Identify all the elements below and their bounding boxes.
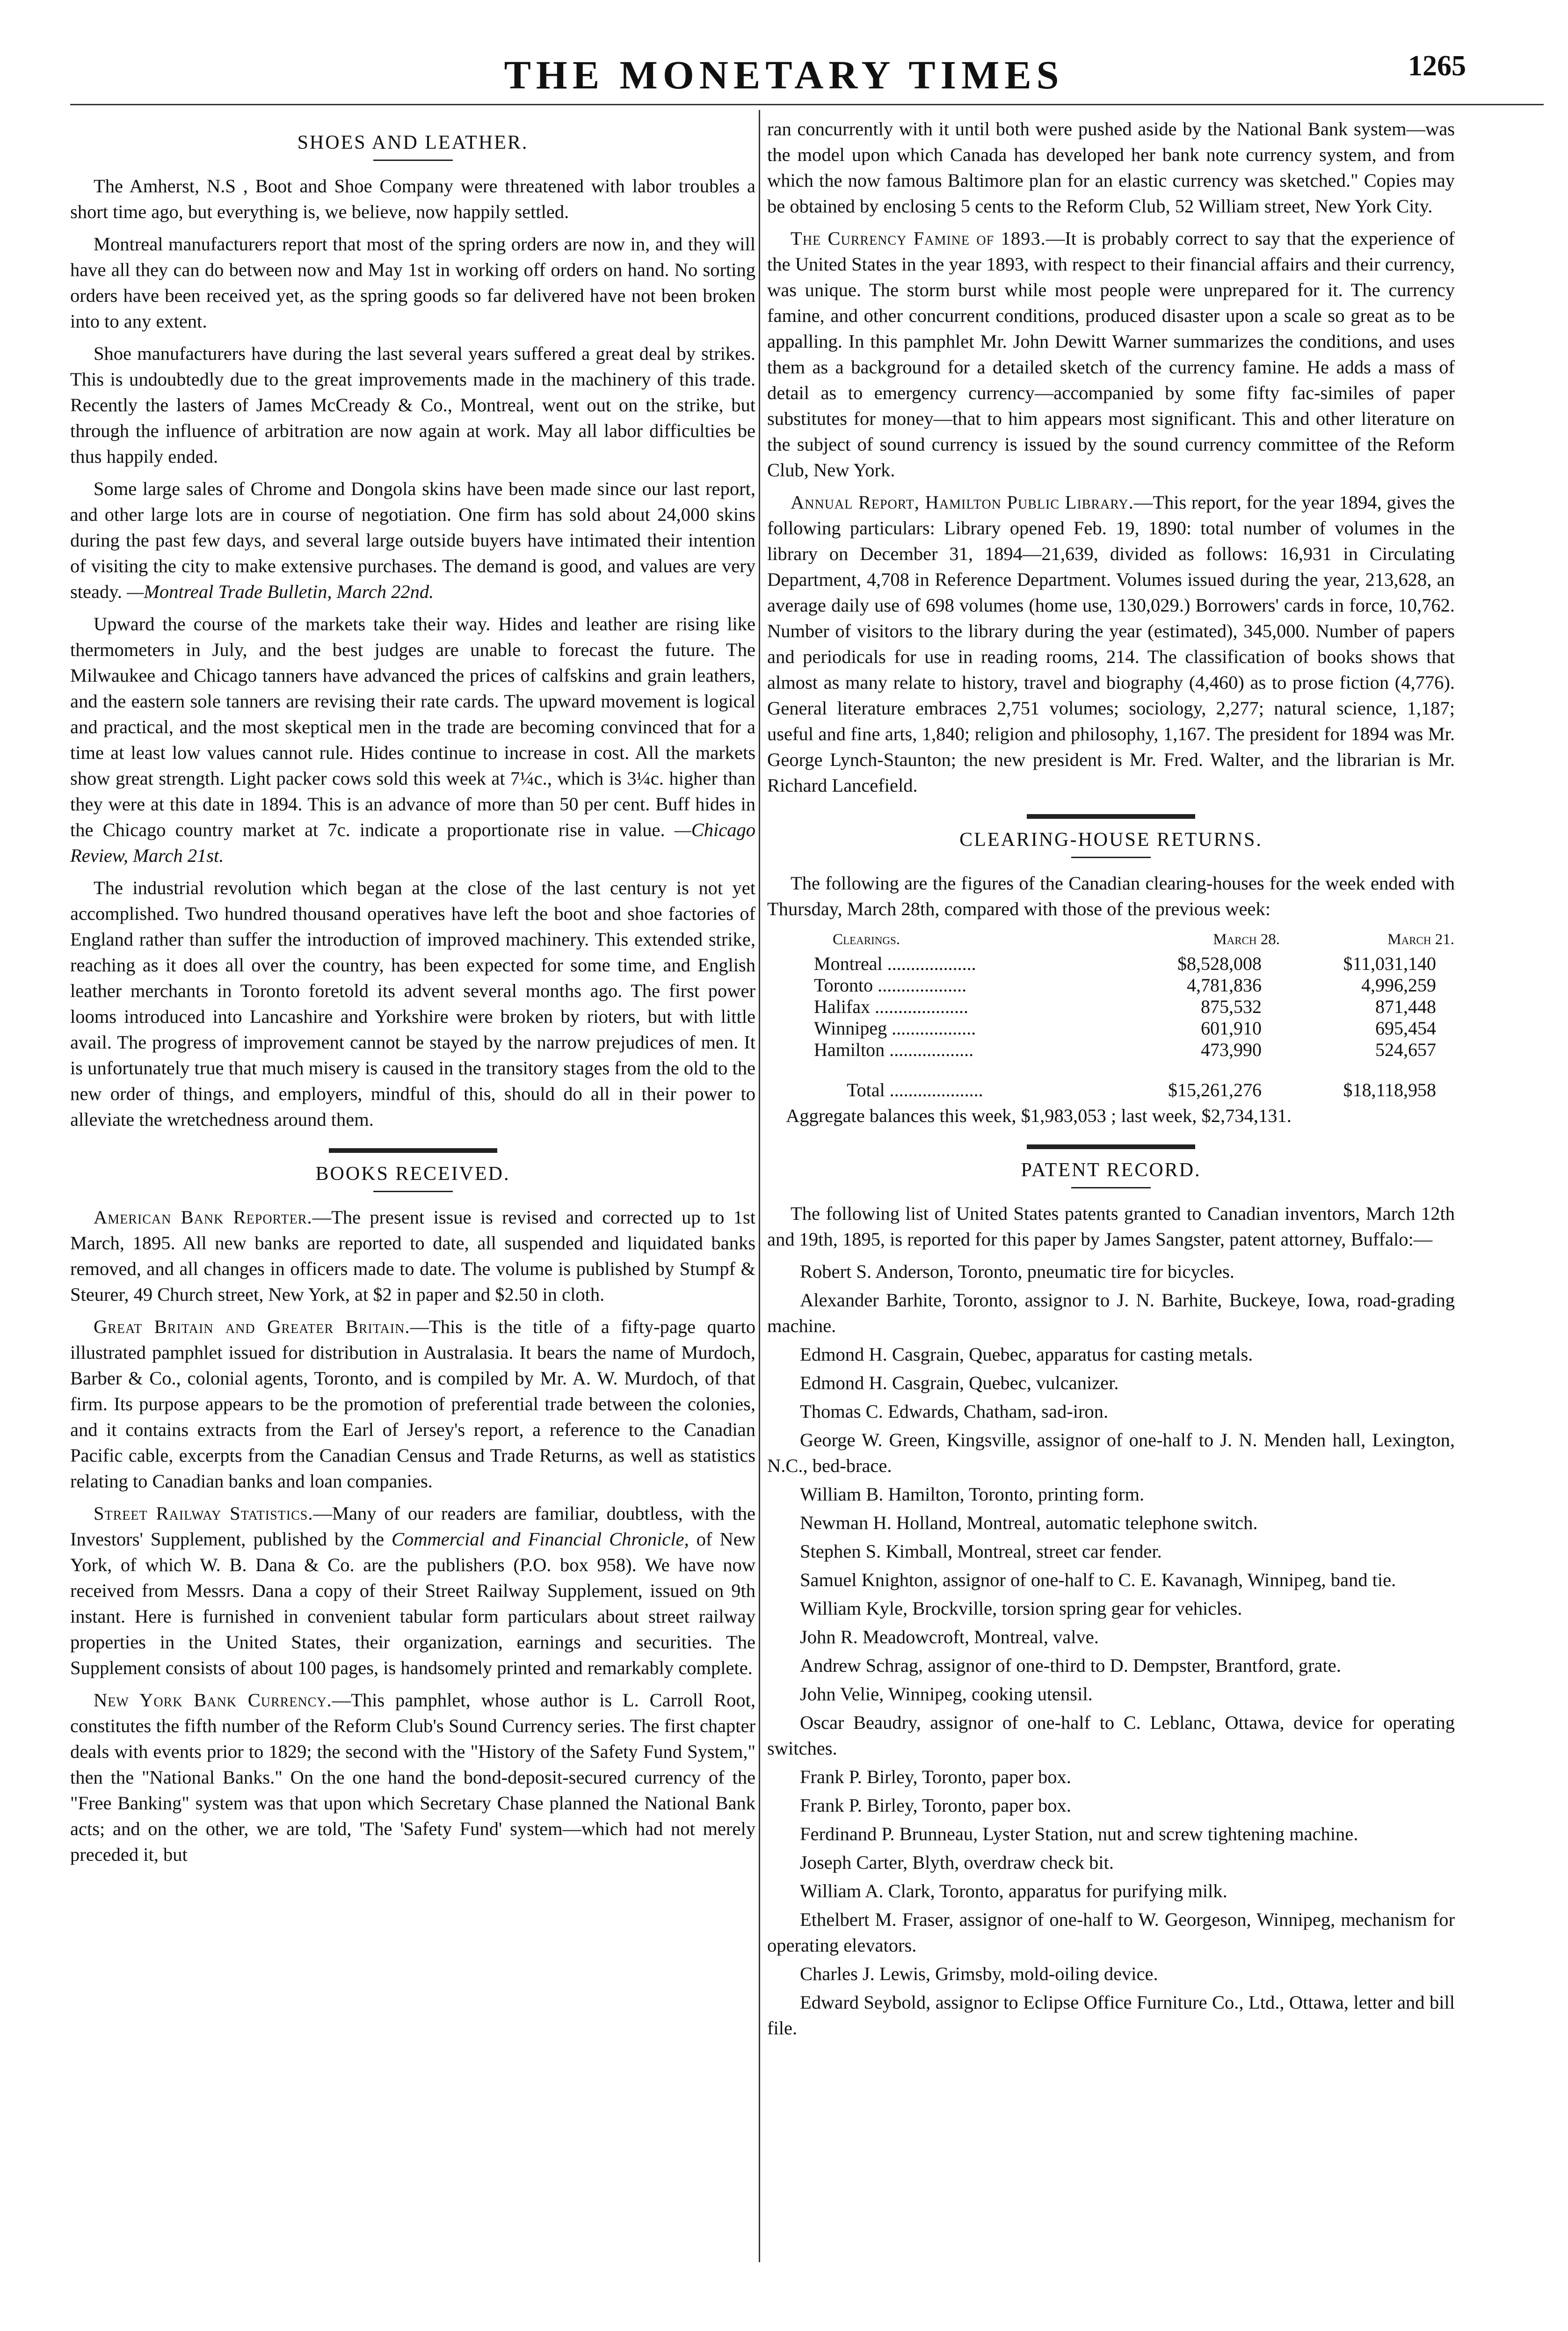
column-header: Clearings. (833, 931, 900, 948)
value-cell: 4,996,259 (1361, 975, 1436, 996)
book-title: Great Britain and Greater Britain. (94, 1316, 410, 1337)
column-divider (759, 110, 760, 2262)
patent-item: Alexander Barhite, Toronto, assignor to J. N. Barhite, Buckeye, Iowa, road-grading machine. (767, 1289, 1455, 1336)
table-header-row (767, 928, 1455, 953)
book-entry (767, 489, 1455, 798)
column-header: March 21. (1387, 931, 1454, 948)
shoes-heading: SHOES AND LEATHER. (70, 130, 755, 161)
book-continuation: ran concurrently with it until both were pushed aside by the National Bank system—was the model upon which Canada has developed her bank note currency system, and from which the now famous Baltimore plan for an elastic currency was sketched." Copies may be obtained by enclosing 5 cents to the Reform Club, 52 William street, New York City. (767, 118, 1455, 217)
table-row (767, 953, 1455, 975)
right-column (767, 116, 1455, 2044)
table-row (767, 1018, 1455, 1039)
total-label: Total .................... (847, 1079, 983, 1100)
patent-item: William A. Clark, Toronto, apparatus for purifying milk. (800, 1880, 1227, 1901)
book-title: Annual Report, Hamilton Public Library. (791, 492, 1134, 513)
page-number: 1265 (1408, 50, 1466, 82)
value-cell: 473,990 (1201, 1039, 1262, 1060)
column-header: March 28. (1213, 931, 1280, 948)
table-row (767, 1039, 1455, 1061)
city-cell: Winnipeg .................. (814, 1018, 976, 1039)
patent-intro: The following list of United States patents granted to Canadian inventors, March 12th and 19th, 1895, is reported for this paper by James Sangster, patent attorney, Buffalo:— (767, 1203, 1455, 1250)
source-citation: —Chicago Review, March 21st. (70, 819, 755, 866)
patent-item: Samuel Knighton, assignor of one-half to C. E. Kavanagh, Winnipeg, band tie. (800, 1569, 1396, 1590)
patent-heading: PATENT RECORD. (767, 1158, 1455, 1188)
section-rule (329, 1148, 497, 1153)
book-text: of New York, of which W. B. Dana & Co. are the publishers (P.O. box 958). We have now received from Messrs. Dana a copy of their Street Railway Supplement, issued on 9th instant. Here is furnished in convenient tabular form particulars about street railway properties in the United States, their organization, earnings and securities. The Supplement consists of about 100 pages, is handsomely printed and remarkably complete. (70, 1529, 756, 1678)
value-cell: 601,910 (1201, 1018, 1262, 1039)
clearing-heading: CLEARING-HOUSE RETURNS. (767, 827, 1455, 858)
book-title: American Bank Reporter. (94, 1207, 312, 1228)
value-cell: $8,528,008 (1177, 953, 1262, 974)
patent-item: Edmond H. Casgrain, Quebec, vulcanizer. (800, 1372, 1119, 1393)
book-text: —Many of our readers are familiar, doubtless, with the Investors' Supplement, published by the (70, 1503, 755, 1550)
patent-item: George W. Green, Kingsville, assignor of one-half to J. N. Menden hall, Lexington, N.C., bed-brace. (767, 1429, 1455, 1476)
patent-item: Thomas C. Edwards, Chatham, sad-iron. (800, 1401, 1109, 1422)
total-row (767, 1061, 1455, 1101)
patent-item: Ethelbert M. Fraser, assignor of one-half to W. Georgeson, Winnipeg, mechanism for operating elevators. (767, 1909, 1455, 1956)
patent-item: Robert S. Anderson, Toronto, pneumatic tire for bicycles. (800, 1261, 1234, 1282)
section-rule (1027, 1144, 1195, 1149)
books-heading: BOOKS RECEIVED. (70, 1161, 755, 1192)
book-text: —This report, for the year 1894, gives the following particulars: Library opened Feb. 19, 1890: total number of volumes in the library on December 31, 1894—21,639, divided as follows: 16,931 in Circulating Department, 4,708 in Reference Department. Volumes issued during the year, 213,628, an average daily use of 698 volumes (home use, 130,029.) Borrowers' cards in force, 10,762. Number of visitors to the library during the year (estimated), 345,000. Number of papers and periodicals for use in reading rooms, 214. The classification of books shows that almost as many relate to history, travel and biography (4,460) as to prose fiction (4,776). General literature embraces 2,751 volumes; sociology, 2,277; natural science, 1,187; useful and fine arts, 1,840; religion and philosophy, 1,167. The president for 1894 was Mr. George Lynch-Staunton; the new president is Mr. Fred. Walter, and the librarian is Mr. Richard Lancefield. (767, 492, 1455, 796)
shoes-paragraph: The industrial revolution which began at the close of the last century is not yet accomplished. Two hundred thousand operatives have left the boot and shoe factories of England rather than suffer the introduction of improved machinery. This extended strike, reaching as it does all over the country, has been expected for some time, and English leather merchants in Toronto foretold its advent several months ago. The first power looms introduced into Lancashire and Yorkshire were broken by rioters, but with little avail. The progress of improvement cannot be stayed by the narrow prejudices of men. It is unfortunately true that much misery is caused in the transitory stages from the old to the new order of things, and employers, mindful of this, should do all in their power to alleviate the wretchedness around them. (70, 877, 755, 1130)
patent-item: Joseph Carter, Blyth, overdraw check bit. (800, 1852, 1114, 1873)
patent-item: William B. Hamilton, Toronto, printing form. (800, 1484, 1145, 1505)
book-entry (767, 226, 1455, 483)
value-cell: 875,532 (1201, 996, 1262, 1017)
book-title: The Currency Famine of 1893. (791, 228, 1046, 249)
value-cell: 4,781,836 (1187, 975, 1262, 996)
book-entry (70, 1687, 755, 1867)
masthead (0, 47, 1568, 98)
total-value: $18,118,958 (1343, 1079, 1436, 1100)
book-entry (70, 1314, 755, 1494)
book-text: —This is the title of a fifty-page quarto illustrated pamphlet issued for distribution in Australasia. It bears the name of Murdoch, Barber & Co., colonial agents, Toronto, and is compiled by Mr. A. W. Murdoch, of that firm. Its purpose appears to be the promotion of preferential trade between the colonies, and it contains extracts from the Earl of Jersey's report, a reference to the Canadian Pacific cable, excerpts from the Canadian Census and Trade Returns, as well as statistics relating to Canadian banks and loan companies. (70, 1316, 755, 1492)
city-cell: Toronto ................... (814, 975, 967, 996)
table-row (767, 975, 1455, 996)
city-cell: Montreal ................... (814, 953, 976, 974)
left-column (70, 122, 755, 1874)
newspaper-title: THE MONETARY TIMES (504, 52, 1064, 97)
paragraph-text: Upward the course of the markets take their way. Hides and leather are rising like thermometers in July, and the best judges are unable to forecast the future. The Milwaukee and Chicago tanners have advanced the prices of calfskins and grain leathers, and the eastern sole tanners are revising their rate cards. The upward movement is logical and practical, and the most skeptical men in the trade are becoming convinced that for a time at least low values cannot rule. Hides continue to increase in cost. All the markets show great strength. Light packer cows sold this week at 7¼c., which is 3¼c. higher than they were at this date in 1894. This is an advance of more than 50 per cent. Buff hides in the Chicago country market at 7c. indicate a proportionate rise in value. (70, 613, 755, 840)
book-entry (70, 1501, 755, 1681)
value-cell: 871,448 (1375, 996, 1436, 1017)
patent-item: Edward Seybold, assignor to Eclipse Office Furniture Co., Ltd., Ottawa, letter and bill file. (767, 1992, 1455, 2039)
shoes-paragraph (70, 476, 755, 605)
patent-item: John R. Meadowcroft, Montreal, valve. (800, 1626, 1099, 1647)
patent-item: Frank P. Birley, Toronto, paper box. (800, 1795, 1071, 1816)
value-cell: $11,031,140 (1343, 953, 1436, 974)
patent-item: John Velie, Winnipeg, cooking utensil. (800, 1683, 1093, 1705)
clearing-intro: The following are the figures of the Canadian clearing-houses for the week ended with Thursday, March 28th, compared with those of the previous week: (767, 873, 1455, 919)
patent-item: Andrew Schrag, assignor of one-third to D. Dempster, Brantford, grate. (800, 1655, 1341, 1676)
book-title: New York Bank Currency. (94, 1690, 332, 1711)
value-cell: 524,657 (1375, 1039, 1436, 1060)
shoes-paragraph: The Amherst, N.S , Boot and Shoe Company were threatened with labor troubles a short time ago, but everything is, we believe, now happily settled. (70, 175, 755, 222)
patent-item: William Kyle, Brockville, torsion spring gear for vehicles. (800, 1598, 1242, 1619)
patent-item: Charles J. Lewis, Grimsby, mold-oiling device. (800, 1963, 1158, 1984)
city-cell: Halifax .................... (814, 996, 968, 1017)
shoes-paragraph (70, 611, 755, 868)
masthead-rule (70, 104, 1544, 105)
patent-item: Edmond H. Casgrain, Quebec, apparatus for casting metals. (800, 1344, 1253, 1365)
patent-item: Newman H. Holland, Montreal, automatic telephone switch. (800, 1512, 1258, 1533)
value-cell: 695,454 (1375, 1018, 1436, 1039)
paragraph-text: Some large sales of Chrome and Dongola skins have been made since our last report, and other large lots are in course of negotiation. One firm has sold about 24,000 skins during the past few days, and several large outside buyers have intimated their intention of visiting the city to make extensive purchases. The demand is good, and values are very steady. (70, 478, 755, 602)
shoes-paragraph: Montreal manufacturers report that most of the spring orders are now in, and they will have all they can do between now and May 1st in working off orders on hand. No sorting orders have been received yet, as the spring goods so far delivered have not been broken into to any extent. (70, 233, 755, 332)
shoes-paragraph: Shoe manufacturers have during the last several years suffered a great deal by strikes. This is undoubtedly due to the great improvements made in the machinery of this trade. Recently the lasters of James McCready & Co., Montreal, went out on the strike, but through the influence of arbitration are now again at work. May all labor difficulties be thus happily ended. (70, 343, 755, 467)
book-text: —This pamphlet, whose author is L. Carroll Root, constitutes the fifth number of the Reform Club's Sound Currency series. The first chapter deals with events prior to 1829; the second with the "History of the Safety Fund System," then the "National Banks." On the one hand the bond-deposit-secured currency of the "Free Banking" system was that upon which Secretary Chase planned the National Bank acts; and on the other, we are told, 'The 'Safety Fund' system—which had not merely preceded it, but (70, 1690, 755, 1865)
source-citation: —Montreal Trade Bulletin, March 22nd. (127, 581, 434, 602)
table-row (767, 996, 1455, 1018)
patent-item: Ferdinand P. Brunneau, Lyster Station, nut and screw tightening machine. (800, 1823, 1358, 1844)
patent-item: Stephen S. Kimball, Montreal, street car fender. (800, 1541, 1162, 1562)
clearing-table (767, 928, 1455, 1101)
book-text: —The present issue is revised and corrected up to 1st March, 1895. All new banks are reported to date, all suspended and liquidated banks removed, and all changes in officers made to date. The volume is published by Stumpf & Steurer, 49 Church street, New York, at $2 in paper and $2.50 in cloth. (70, 1207, 755, 1305)
patent-item: Oscar Beaudry, assignor of one-half to C. Leblanc, Ottawa, device for operating switches. (767, 1712, 1455, 1759)
aggregate-balances: Aggregate balances this week, $1,983,053 ; last week, $2,734,131. (786, 1105, 1292, 1126)
total-value: $15,261,276 (1168, 1079, 1262, 1100)
book-title: Street Railway Statistics. (94, 1503, 313, 1524)
section-rule (1027, 814, 1195, 819)
city-cell: Hamilton .................. (814, 1039, 974, 1060)
book-entry (70, 1204, 755, 1307)
patent-item: Frank P. Birley, Toronto, paper box. (800, 1766, 1071, 1787)
book-text: —It is probably correct to say that the experience of the United States in the year 1893, with respect to their financial affairs and their currency, was unique. The storm burst while most people were unprepared for it. The currency famine, and other concurrent conditions, produced disaster upon a scale so great as to be appalling. In this pamphlet Mr. John Dewitt Warner summarizes the conditions, and uses them as a background for a detailed sketch of the currency famine. He adds a mass of detail as to emergency currency—accompanied by some fifty fac-similes of paper substitutes for money—that to him appears most significant. This and other literature on the subject of sound currency is issued by the sound currency committee of the Reform Club, New York. (767, 228, 1455, 481)
patent-list (767, 1259, 1455, 2041)
book-italic: Commercial and Financial Chronicle, (392, 1529, 689, 1550)
